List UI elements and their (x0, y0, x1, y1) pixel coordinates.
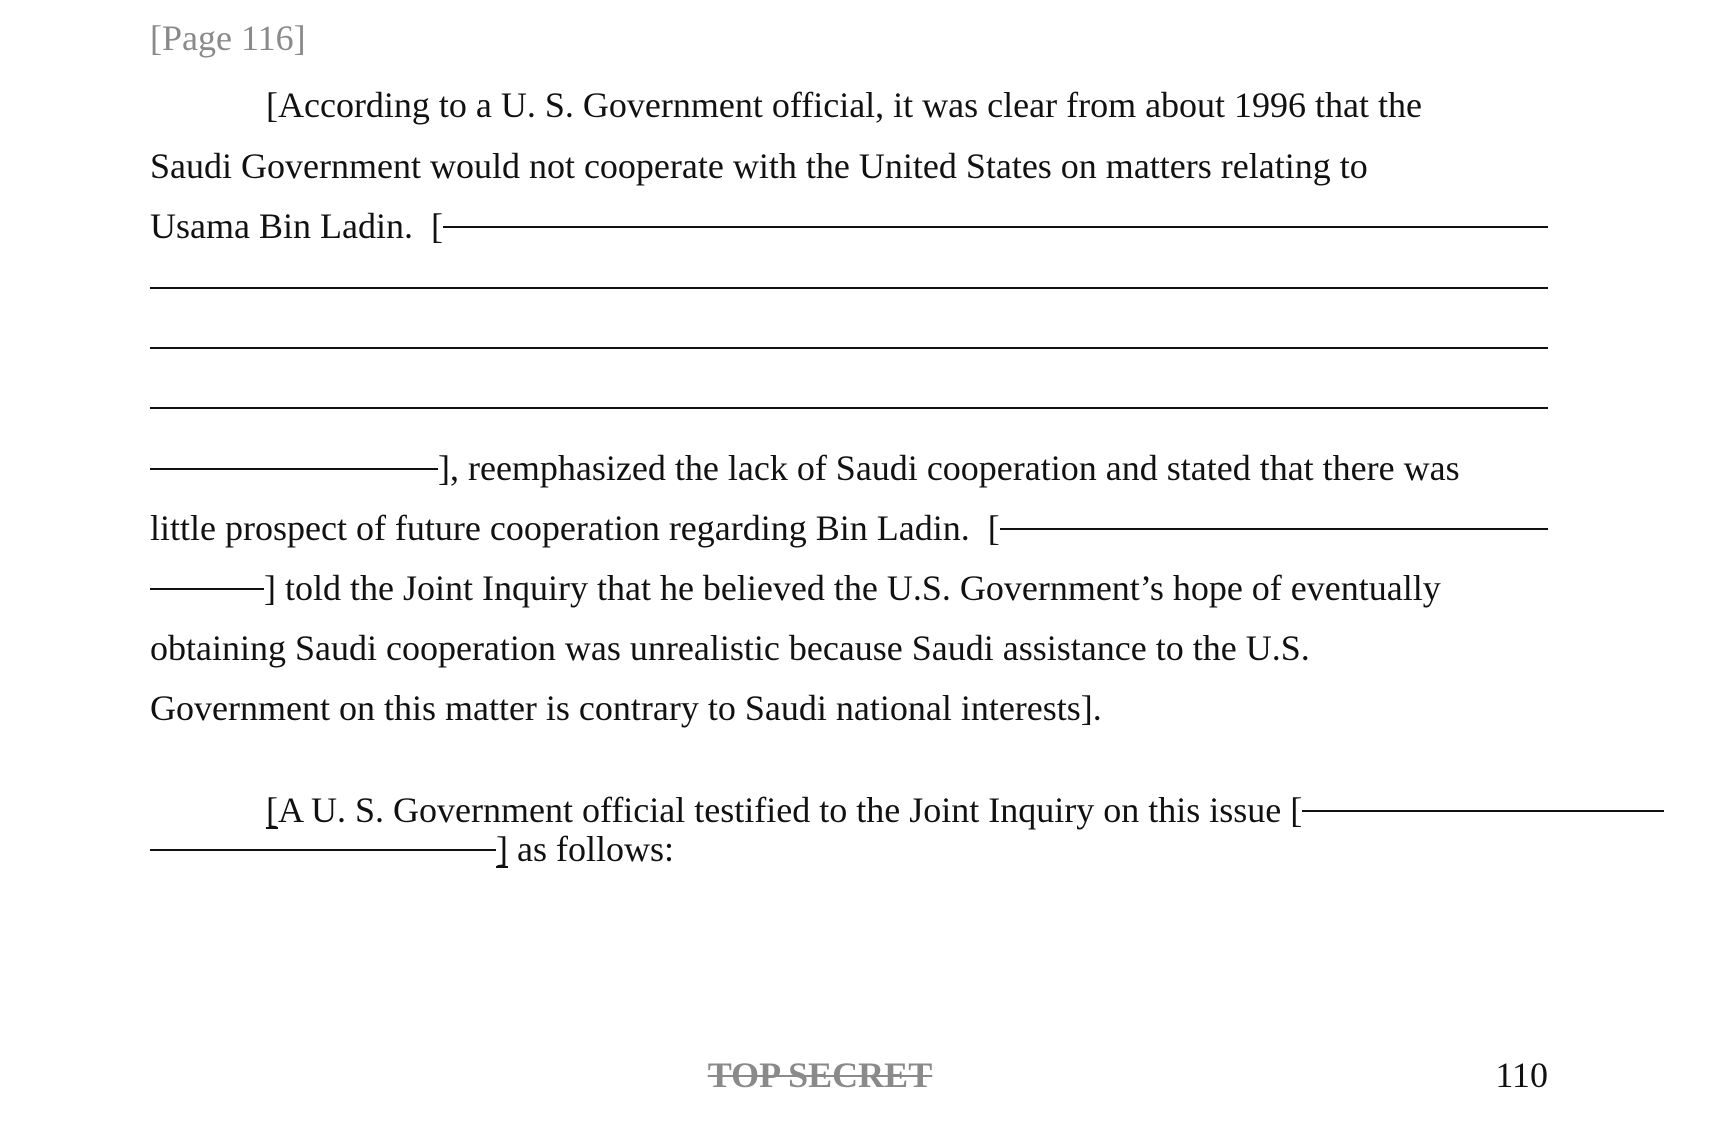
paragraph-1-line-2 (150, 143, 1548, 189)
redaction-rule (150, 347, 1548, 349)
redaction-rule (150, 588, 264, 590)
paragraph-1-line-8-text: little prospect of future cooperation regarding Bin Ladin. [ (150, 508, 1000, 548)
paragraph-2-line-2-text: as follows: (508, 829, 674, 869)
paragraph-1-line-3-text: Usama Bin Ladin. [ (150, 206, 443, 246)
redaction-rule (443, 226, 1548, 228)
paragraph-1-line-6 (150, 384, 1548, 430)
redaction-rule (150, 468, 438, 470)
paragraph-1-line-3 (150, 203, 1548, 249)
paragraph-1-line-1-text: [According to a U. S. Government official, it was clear from about 1996 that the (266, 85, 1423, 125)
paragraph-2-close-bracket: ] (496, 829, 508, 869)
page-number: 110 (1495, 1055, 1548, 1095)
paragraph-1-line-1 (150, 82, 1664, 128)
paragraph-1-line-5 (150, 324, 1548, 370)
redaction-rule (150, 287, 1548, 289)
paragraph-1-line-2-text: Saudi Government would not cooperate with the United States on matters relating to (150, 146, 1368, 186)
redaction-rule (1302, 810, 1664, 812)
paragraph-2-line-1-text: A U. S. Government official testified to the Joint Inquiry on this issue [ (278, 790, 1303, 830)
redaction-rule (150, 407, 1548, 409)
page-marker: [Page 116] (150, 18, 306, 58)
paragraph-1-line-7 (150, 445, 1548, 491)
paragraph-1-line-10-text: obtaining Saudi cooperation was unrealistic because Saudi assistance to the U.S. (150, 628, 1310, 668)
paragraph-1-line-4 (150, 264, 1548, 310)
redaction-rule (150, 849, 496, 851)
paragraph-1-line-7-text: ], reemphasized the lack of Saudi cooperation and stated that there was (438, 448, 1460, 488)
redaction-rule (1000, 528, 1548, 530)
classification-marking: TOP SECRET (707, 1055, 933, 1095)
paragraph-1-line-11-text: Government on this matter is contrary to Saudi national interests]. (150, 688, 1102, 728)
paragraph-1-line-11 (150, 685, 1548, 731)
paragraph-2-open-bracket: [ (266, 790, 278, 830)
paragraph-1-line-9-text: ] told the Joint Inquiry that he believed the U.S. Government’s hope of eventually (264, 568, 1441, 608)
paragraph-1-line-9 (150, 565, 1548, 611)
paragraph-2-line-2 (150, 826, 1548, 872)
paragraph-1-line-10 (150, 625, 1548, 671)
paragraph-1-line-8 (150, 505, 1548, 551)
